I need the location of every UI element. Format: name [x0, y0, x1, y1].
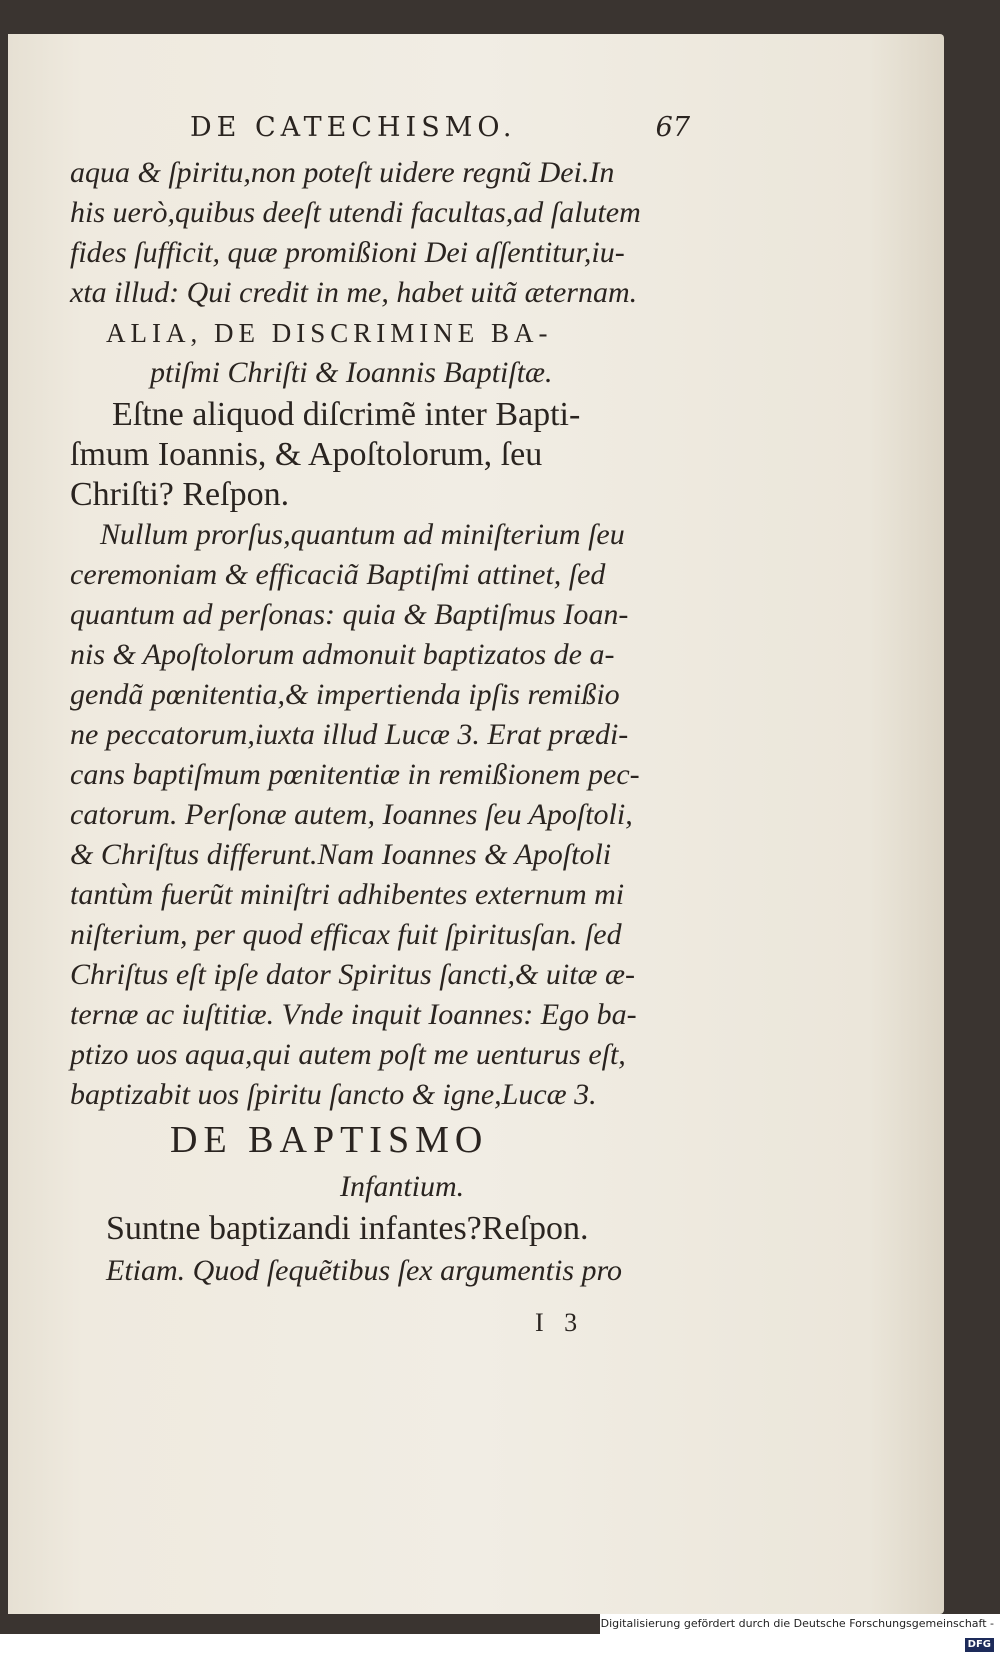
question-line: Eſtne aliquod diſcrimẽ inter Bapti- — [112, 396, 581, 433]
text-line: ne peccatorum,iuxta illud Lucæ 3. Erat prædi- — [70, 718, 629, 751]
text-line: & Chriſtus differunt.Nam Ioannes & Apoſtoli — [70, 838, 612, 871]
section-heading: ALIA, DE DISCRIMINE BA- — [106, 318, 553, 348]
text-line: fides ſufficit, quæ promißioni Dei aſſentitur,iu- — [70, 236, 625, 269]
section-subheading: ptiſmi Chriſti & Ioannis Baptiſtæ. — [150, 356, 553, 389]
section-heading: DE BAPTISMO — [170, 1119, 489, 1161]
text-line: catorum. Perſonæ autem, Ioannes ſeu Apoſtoli, — [70, 798, 633, 831]
text-line: Nullum prorſus,quantum ad miniſterium ſeu — [100, 518, 625, 551]
text-line: his uerò,quibus deeſt utendi facultas,ad ſalutem — [70, 196, 641, 229]
text-line: xta illud: Qui credit in me, habet uitã æternam. — [70, 276, 638, 309]
digitization-credit — [600, 1614, 1000, 1650]
text-line: tantùm fuerũt miniſtri adhibentes externum mi — [70, 878, 625, 911]
question-line: Suntne baptizandi infantes?Reſpon. — [106, 1210, 589, 1247]
text-line: quantum ad perſonas: quia & Baptiſmus Ioan- — [70, 598, 629, 631]
question-line: ſmum Ioannis, & Apoſtolorum, ſeu — [70, 436, 543, 473]
page-number: 67 — [655, 112, 690, 143]
signature-mark: I 3 — [535, 1308, 578, 1337]
section-subheading: Infantium. — [340, 1170, 465, 1203]
running-title: DE CATECHISMO. — [190, 112, 517, 143]
text-line: Chriſtus eſt ipſe dator Spiritus ſancti,& uitæ æ- — [70, 958, 636, 991]
running-header — [190, 112, 690, 148]
text-line: gendã pœnitentia,& impertienda ipſis remißio — [70, 678, 620, 711]
text-line: Etiam. Quod ſequẽtibus ſex argumentis pro — [106, 1254, 623, 1287]
text-line: niſterium, per quod efficax fuit ſpiritusſan. ſed — [70, 918, 622, 951]
text-line: ternæ ac iuſtitiæ. Vnde inquit Ioannes: Ego ba- — [70, 998, 637, 1031]
credit-text: Digitalisierung gefördert durch die Deutsche Forschungsgemeinschaft - — [600, 1617, 994, 1630]
text-line: ceremoniam & efficaciã Baptiſmi attinet, ſed — [70, 558, 606, 591]
text-line: baptizabit uos ſpiritu ſancto & igne,Lucæ 3. — [70, 1078, 597, 1111]
question-line: Chriſti? Reſpon. — [70, 476, 290, 513]
dfg-logo: DFG — [965, 1638, 994, 1652]
text-line: nis & Apoſtolorum admonuit baptizatos de a- — [70, 638, 615, 671]
text-line: cans baptiſmum pœnitentiæ in remißionem pec- — [70, 758, 640, 791]
text-line: ptizo uos aqua,qui autem poſt me uenturus eſt, — [70, 1038, 626, 1071]
text-line: aqua & ſpiritu,non poteſt uidere regnũ Dei.In — [70, 156, 615, 189]
